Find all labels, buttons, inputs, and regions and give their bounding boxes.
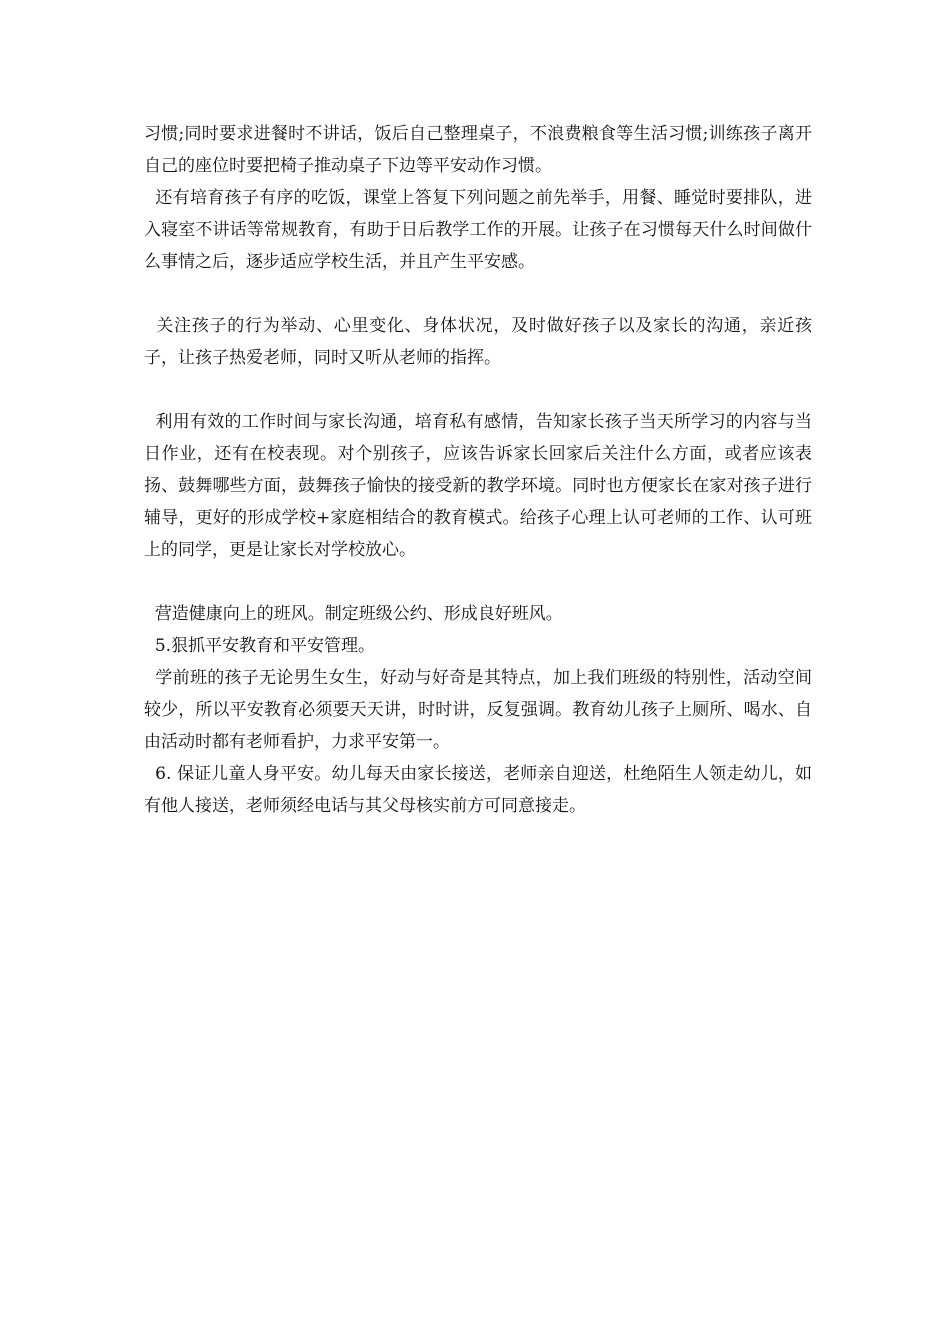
paragraph-routine: 还有培育孩子有序的吃饭，课堂上答复下列问题之前先举手，用餐、睡觉时要排队，进入寝室不讲话等常规教育，有助于日后教学工作的开展。让孩子在习惯每天什么时间做什么事情之后，逐步适应学校生活，并且产生平安感。: [144, 188, 813, 272]
paragraph-spacer: [144, 566, 812, 598]
paragraph-attention: 关注孩子的行为举动、心里变化、身体状况，及时做好孩子以及家长的沟通，亲近孩子，让孩子热爱老师，同时又听从老师的指挥。: [144, 316, 812, 368]
paragraph-class-culture: 营造健康向上的班风。制定班级公约、形成良好班风。: [144, 604, 563, 624]
paragraph-child-safety: 6. 保证儿童人身平安。幼儿每天由家长接送，老师亲自迎送，杜绝陌生人领走幼儿，如有他人接送，老师须经电话与其父母核实前方可同意接走。: [144, 764, 813, 816]
document-body: [144, 118, 812, 822]
paragraph-safety-heading: 5.狠抓平安教育和平安管理。: [144, 636, 376, 656]
paragraph-parent-communication: 利用有效的工作时间与家长沟通，培育私有感情，告知家长孩子当天所学习的内容与当日作业，还有在校表现。对个别孩子，应该告诉家长回家后关注什么方面，或者应该表扬、鼓舞哪些方面，鼓舞孩子愉快的接受新的教学环境。同时也方便家长在家对孩子进行辅导，更好的形成学校+家庭相结合的教育模式。给孩子心理上认可老师的工作、认可班上的同学，更是让家长对学校放心。: [144, 412, 813, 560]
paragraph-spacer: [144, 278, 812, 310]
paragraph-spacer: [144, 374, 812, 406]
paragraph-habits: 习惯;同时要求进餐时不讲话，饭后自己整理桌子，不浪费粮食等生活习惯;训练孩子离开自己的座位时要把椅子推动桌子下边等平安动作习惯。: [144, 124, 812, 176]
paragraph-safety-education: 学前班的孩子无论男生女生，好动与好奇是其特点，加上我们班级的特别性，活动空间较少，所以平安教育必须要天天讲，时时讲，反复强调。教育幼儿孩子上厕所、喝水、自由活动时都有老师看护，力求平安第一。: [144, 668, 813, 752]
